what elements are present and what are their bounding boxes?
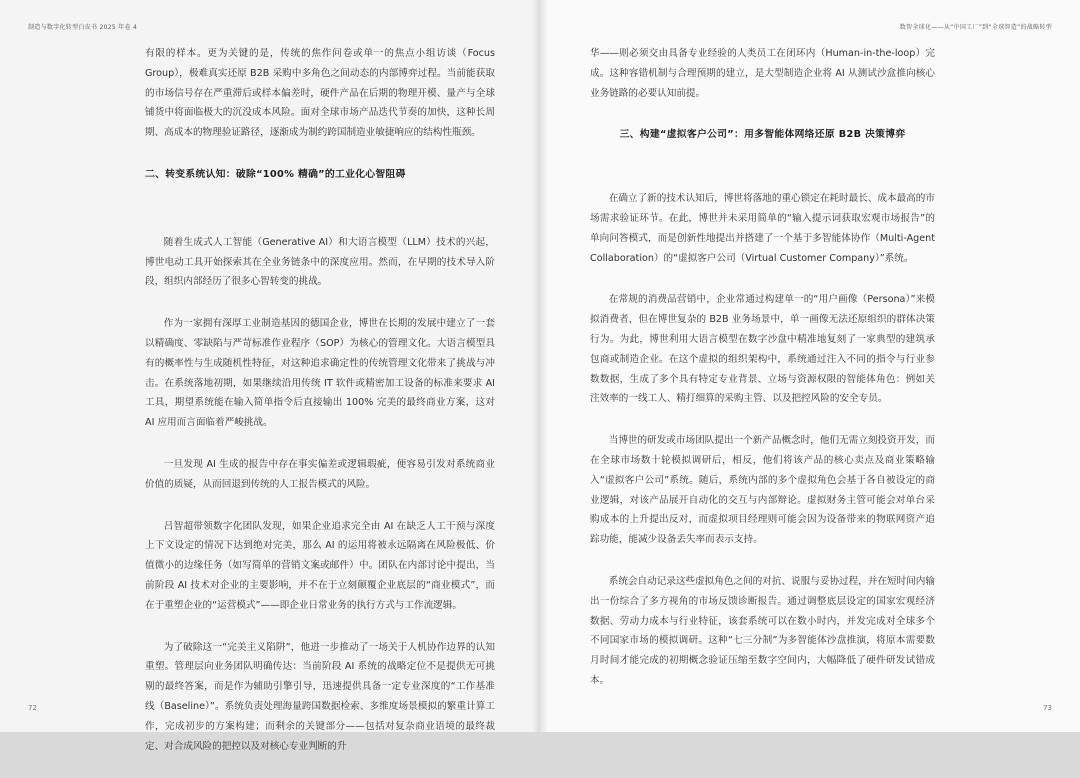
paragraph: 在常规的消费品营销中，企业常通过构建单一的“用户画像（Persona）”来模拟消费者，但在博世复杂的 B2B 业务场景中，单一画像无法还原组织的群体决策行为。为此，博世利用大语言模型在数字沙盘中精准地复刻了一家典型的建筑承包商或制造企业。在这个虚拟的组织架构中，系统通过注入不同的指令与行业参数数据，生成了多个具有特定专业背景、立场与资源权限的智能体角色：例如关注效率的一线工人、精打细算的采购主管、以及把控风险的安全专员。 — [590, 294, 935, 405]
paragraph: 华——则必须交由具备专业经验的人类员工在闭环内（Human-in-the-loop）完成。这种容错机制与合理预期的建立，是大型制造企业将 AI 从测试沙盒推向核心业务链路的必要认知前提。 — [590, 48, 935, 99]
left-page — [0, 0, 540, 752]
paragraph: 有限的样本。更为关键的是，传统的焦作问卷或单一的焦点小组访谈（Focus Group），极难真实还原 B2B 采购中多角色之间动态的内部博弈过程。当前能获取的市场信号存在严重滞后或样本偏差时，硬件产品在后期的物理开模、量产与全球铺货中将面临极大的沉没成本风险。面对全球市场产品迭代节奏的加快，这种长周期、高成本的物理验证路径，逐渐成为制约跨国制造业敏捷响应的结构性瓶颈。 — [145, 48, 495, 139]
paragraph: 系统会自动记录这些虚拟角色之间的对抗、说服与妥协过程，并在短时间内输出一份综合了多方视角的市场反馈诊断报告。通过调整底层设定的国家宏观经济数据、劳动力成本与行业特征，该套系统可以在数小时内，并发完成对全球多个不同国家市场的模拟调研。这种“七三分制”为多智能体沙盘推演，将原本需要数月时间才能完成的初期概念验证压缩至数字空间内，大幅降低了硬件研发试错成本。 — [590, 575, 935, 686]
paragraph: 一旦发现 AI 生成的报告中存在事实偏差或逻辑瑕疵，便容易引发对系统商业价值的质疑，从而回退到传统的人工报告模式的风险。 — [145, 458, 495, 490]
page-body — [590, 44, 935, 713]
page-body — [145, 44, 495, 778]
right-page — [540, 0, 1080, 732]
running-head: 制造与数字化转型白皮书 2025 年卷 4 — [28, 24, 138, 31]
paragraph: 作为一家拥有深厚工业制造基因的德国企业，博世在长期的发展中建立了一套以精确度、零缺陷与严苛标准作业程序（SOP）为核心的管理文化。大语言模型具有的概率性与生成随机性特征，对这种追求确定性的传统管理文化带来了挑战与冲击。在系统落地初期，如果继续沿用传统 IT 软件或精密加工设备的标准来要求 AI 工具，期望系统能在输入简单指令后直接输出 100% 完美的最终商业方案，这对 AI 应用而言面临着严峻挑战。 — [145, 318, 495, 429]
paragraph: 当博世的研发或市场团队提出一个新产品概念时，他们无需立刻投资开发，而在全球市场数十轮模拟调研后，相反，他们将该产品的核心卖点及商业策略输入“虚拟客户公司”系统。随后，系统内部的多个虚拟角色会基于各自被设定的商业逻辑，对该产品展开自动化的交互与内部辩论。虚拟财务主管可能会对单台采购成本的上升提出反对，而虚拟项目经理则可能会因为设备带来的物联网资产追踪功能，能减少设备丢失率而表示支持。 — [590, 435, 935, 546]
paragraph: 随着生成式人工智能（Generative AI）和大语言模型（LLM）技术的兴起，博世电动工具开始探索其在全业务链条中的深度应用。然而，在早期的技术导入阶段，组织内部经历了很多心智转变的挑战。 — [145, 236, 495, 288]
section-heading: 二、转变系统认知：破除“100% 精确”的工业化心智阻碍 — [145, 168, 406, 180]
running-head: 数智全球化——从“中国工厂”到“全球智造”的战略转型 — [899, 24, 1052, 31]
paragraph: 在确立了新的技术认知后，博世将落地的重心锁定在耗时最长、成本最高的市场需求验证环节。在此，博世并未采用简单的“输入提示词获取宏观市场报告”的单向问答模式，而是创新性地提出并搭建了一个基于多智能体协作（Multi-Agent Collaboration）的“虚拟客户公司（Virtual Customer Company）”系统。 — [590, 193, 935, 264]
paragraph: 吕智超带领数字化团队发现，如果企业追求完全由 AI 在缺乏人工干预与深度上下文设定的情况下达到绝对完美，那么 AI 的运用将被永远隔离在风险极低、价值微小的边缘任务（如写简单的营销文案或邮件）中。团队在内部讨论中提出，当前阶段 AI 技术对企业的主要影响，并不在于立刻颠覆企业底层的“商业模式”，而在于重塑企业的“运营模式”——即企业日常业务的执行方式与工作流逻辑。 — [145, 520, 495, 611]
paragraph: 为了破除这一“完美主义陷阱”，他进一步推动了一场关于人机协作边界的认知重塑。管理层向业务团队明确传达：当前阶段 AI 系统的战略定位不是提供无可挑剔的最终答案，而是作为辅助引擎引导，迅速提供具备一定专业深度的“工作基准线（Baseline）”。系统负责处理海量跨国数据检索、多维度场景模拟的繁重计算工作，完成初步的方案构建；而剩余的关键部分——包括对复杂商业语境的最终裁定、对合成风险的把控以及对核心专业判断的升 — [145, 641, 495, 752]
section-heading: 三、构建“虚拟客户公司”：用多智能体网络还原 B2B 决策博弈 — [619, 129, 906, 141]
page-number: 73 — [1043, 704, 1052, 712]
page-number: 72 — [28, 704, 37, 712]
